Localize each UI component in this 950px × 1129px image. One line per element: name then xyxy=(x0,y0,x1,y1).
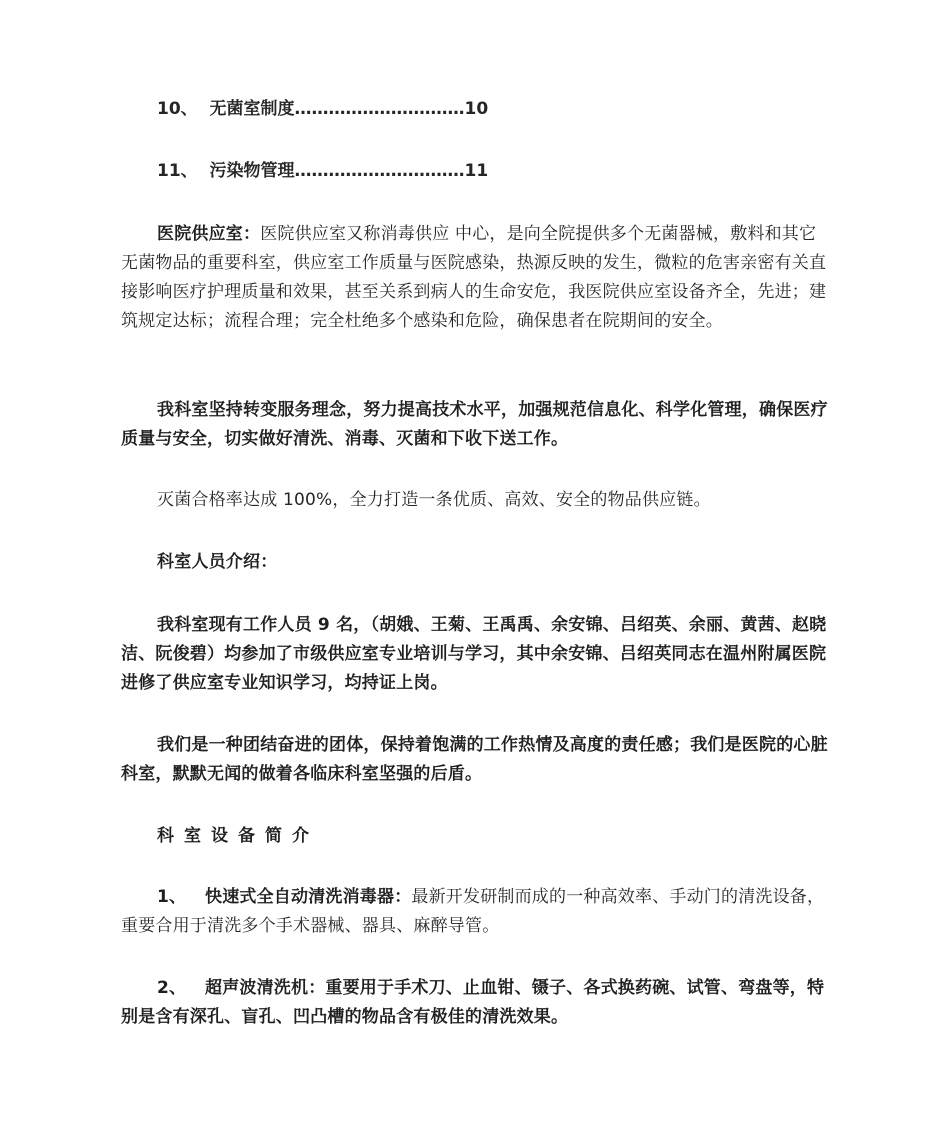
toc-number: 11、 xyxy=(157,161,198,181)
equipment-item xyxy=(121,974,830,1032)
equipment-label: 超声波清洗机： xyxy=(205,978,326,998)
team-paragraph: 我们是一种团结奋进的团体，保持着饱满的工作热情及高度的责任感；我们是医院的心脏科室，默默无闻的做着各临床科室坚强的后盾。 xyxy=(121,735,828,784)
sterilization-paragraph: 灭菌合格率达成 100%，全力打造一条优质、高效、安全的物品供应链。 xyxy=(157,490,711,510)
equipment-number: 2、 xyxy=(157,978,187,998)
toc-title: 无菌室制度 xyxy=(209,99,295,119)
toc-page: 10 xyxy=(464,99,489,119)
toc-number: 10、 xyxy=(157,99,198,119)
toc-leader: ………………………… xyxy=(294,99,465,119)
equipment-label: 快速式全自动清洗消毒器： xyxy=(205,887,412,907)
intro-text: 医院供应室又称消毒供应 中心，是向全院提供多个无菌器械，敷料和其它无菌物品的重要科室，供应室工作质量与医院感染，热源反映的发生，微粒的危害亲密有关直接影响医疗护理质量和效果，甚至关系到病人的生命安危，我医院供应室设备齐全，先进；建筑规定达标；流程合理；完全杜绝多个感染和危险，确保患者在院期间的安全。 xyxy=(121,224,827,331)
staff-paragraph: 我科室现有工作人员 9 名，（胡娥、王菊、王禹禹、余安锦、吕绍英、余丽、黄茜、赵晓洁、阮俊碧）均参加了市级供应室专业培训与学习，其中余安锦、吕绍英同志在温州附属医院进修了供应室专业知识学习，均持证上岗。 xyxy=(121,615,827,693)
toc-entry[interactable] xyxy=(157,95,488,124)
toc-leader: ………………………… xyxy=(294,161,465,181)
toc-page: 11 xyxy=(464,161,489,181)
staff-heading: 科室人员介绍： xyxy=(157,552,278,572)
toc-entry[interactable] xyxy=(157,157,488,186)
equipment-heading: 科室设备简介 xyxy=(157,826,319,846)
equipment-text: 最新开发研制而成的一种高效率、手动门的清洗设备，重要合用于清洗多个手术器械、器具、麻醉导管。 xyxy=(121,887,825,936)
intro-paragraph xyxy=(121,220,830,336)
equipment-text: 重要用于手术刀、止血钳、镊子、各式换药碗、试管、弯盘等，特别是含有深孔、盲孔、凹凸槽的物品含有极佳的清洗效果。 xyxy=(121,978,825,1027)
toc-title: 污染物管理 xyxy=(209,161,295,181)
equipment-number: 1、 xyxy=(157,887,187,907)
commitment-paragraph: 我科室坚持转变服务理念，努力提高技术水平，加强规范信息化、科学化管理，确保医疗质量与安全，切实做好清洗、消毒、灭菌和下收下送工作。 xyxy=(121,400,828,449)
intro-label: 医院供应室： xyxy=(157,224,261,244)
equipment-item xyxy=(121,883,830,941)
